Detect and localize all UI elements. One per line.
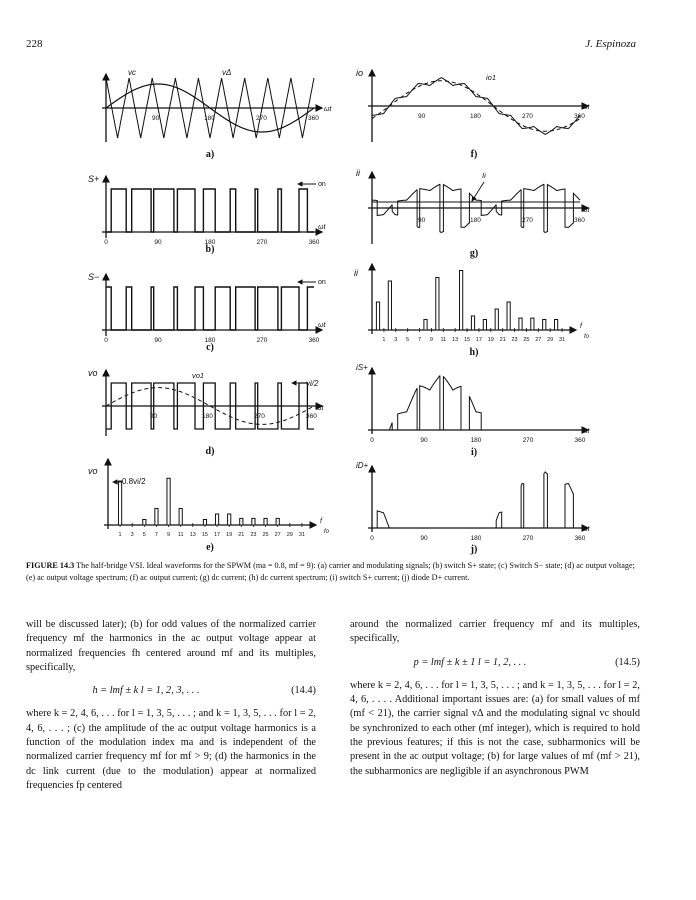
tick-label: 360 [306, 413, 317, 420]
x-axis-label-fo: fo [324, 529, 330, 535]
tick-label: 180 [470, 535, 482, 542]
tick-label: 360 [574, 217, 585, 224]
spectrum-bar [167, 478, 170, 525]
tick-label: 180 [470, 113, 481, 120]
tick-label: 23 [511, 337, 518, 343]
spectrum-bar [555, 320, 558, 331]
paragraph: where k = 2, 4, 6, . . . for l = 1, 3, 5, . . . ; and k = 1, 3, 5, . . . for l = 2, 4, 6, . . . ; (c) the amplitude of the ac output voltage harmonics is a function of the modulation index ma and is independent of the normalized carrier frequency mf for mf > 9; (d) the harmonics in the dc link current (due to the modulation) appear at normalized frequencies fp centered [26, 708, 316, 791]
tick-label: 9 [429, 337, 433, 343]
tick-label: 270 [254, 413, 265, 420]
tick-label: 270 [522, 217, 533, 224]
tick-label: 180 [470, 217, 481, 224]
figure-caption [26, 560, 636, 584]
tick-label: 360 [574, 437, 586, 444]
y-axis-label: iD+ [356, 461, 369, 470]
tick-label: 90 [418, 113, 426, 120]
vdelta-label: vΔ [222, 68, 232, 77]
spectrum-bar [376, 302, 379, 330]
tick-label: 0 [104, 337, 108, 344]
switch-current-line [372, 376, 580, 430]
equation-number: (14.4) [291, 685, 316, 697]
y-axis-label: S− [88, 272, 100, 282]
spectrum-bar [388, 281, 391, 330]
tick-label: 0 [104, 239, 108, 246]
caption-title: FIGURE 14.3 [26, 561, 75, 570]
y-axis-label: ii [354, 268, 358, 278]
spectrum-bar [155, 509, 158, 526]
x-axis-label: ωt [582, 428, 590, 435]
tick-label: 90 [152, 115, 160, 122]
tick-label: 17 [214, 532, 221, 538]
tick-label: 15 [464, 337, 471, 343]
paragraph: where k = 2, 4, 6, . . . for l = 1, 3, 5, . . . ; and k = 1, 3, 5, . . . for l = 2, 4, 6, . . . . Additional important issues are: (a) for small values of mf (mf < 21), the carrier signal vΔ and the modulating signal vc should be synchronized to each other (mf integer), which is required to hold the previous features; if this is not the case, subharmonics will be present in the ac output voltage; (b) for large values of mf (mf > 21), the subharmonics are negligible if an asynchronous PWM [350, 679, 640, 777]
x-axis-label-f: f [580, 323, 582, 330]
tick-label: 270 [256, 337, 268, 344]
tick-label: 5 [406, 337, 410, 343]
tick-label: 21 [238, 532, 245, 538]
right-column [350, 618, 640, 779]
spectrum-bar [531, 318, 534, 330]
y-axis-label: S+ [88, 174, 100, 184]
subfigure-label: b) [205, 244, 215, 255]
tick-label: 3 [130, 532, 134, 538]
y-axis-label: vo [88, 368, 98, 378]
tick-label: 90 [154, 337, 162, 344]
on-label: on [318, 279, 326, 286]
caption-text: The half-bridge VSI. Ideal waveforms for the SPWM (ma = 0.8, mf = 9): (a) carrier and modulating signals; (b) switch S+ state; (c) Switch S− state; (d) ac output voltage; (e) ac output voltage spectrum; (f) ac output current; (g) dc current; (h) dc current spectrum; (i) switch S+ current; (j) diode D+ current. [26, 561, 635, 582]
running-author: J. Espinoza [585, 38, 636, 50]
on-label: on [318, 181, 326, 188]
tick-label: 19 [487, 337, 494, 343]
x-axis-label: ωt [582, 104, 590, 111]
tick-label: 90 [150, 413, 158, 420]
switch-c-state-line [106, 287, 314, 330]
tick-label: 29 [286, 532, 293, 538]
tick-label: 90 [420, 437, 428, 444]
spectrum-bar [276, 518, 279, 525]
equation-body: p = lmf ± k ± 1 l = 1, 2, . . . [413, 656, 527, 668]
tick-label: 360 [308, 115, 319, 122]
tick-label: 9 [167, 532, 171, 538]
spectrum-bar [240, 518, 243, 525]
y-axis-label: io [356, 68, 364, 78]
tick-label: 15 [201, 532, 208, 538]
equation-14-4 [26, 684, 316, 698]
x-axis-label-fo: fo [584, 334, 590, 340]
tick-label: 19 [226, 532, 233, 538]
subfigure-label: g) [469, 248, 479, 259]
tick-label: 17 [475, 337, 482, 343]
switch-b-state-line [106, 189, 314, 232]
equation-14-5 [350, 656, 640, 670]
tick-label: 3 [394, 337, 398, 343]
spectrum-bar [264, 518, 267, 525]
tick-label: 90 [154, 239, 162, 246]
subfigure-label: f) [470, 149, 478, 160]
spectrum-bar [118, 481, 121, 525]
tick-label: 0 [370, 535, 374, 542]
tick-label: 360 [574, 535, 586, 542]
y-axis-label: ii [356, 168, 360, 178]
x-axis-label: ωt [318, 224, 326, 231]
tick-label: 11 [440, 337, 447, 343]
left-column [26, 618, 316, 793]
x-axis-label: ωt [318, 322, 326, 329]
subfigure-label: d) [205, 446, 215, 457]
x-axis-label: ωt [324, 106, 332, 113]
tick-label: 270 [522, 535, 534, 542]
tick-label: 270 [522, 113, 533, 120]
tick-label: 31 [298, 532, 305, 538]
subfigure-label: h) [469, 347, 479, 358]
tick-label: 5 [142, 532, 146, 538]
equation-body: h = lmf ± k l = 1, 2, 3, . . . [92, 685, 200, 697]
spectrum-bar [179, 509, 182, 526]
y-axis-label: iS+ [356, 363, 368, 372]
spectrum-bar [495, 309, 498, 330]
tick-label: 180 [204, 239, 216, 246]
spectrum-bar [215, 514, 218, 525]
tick-label: 27 [274, 532, 281, 538]
paragraph: around the normalized carrier frequency mf and its multiples, specifically, [350, 619, 640, 645]
spectrum-bar [460, 271, 463, 331]
x-axis-label-f: f [320, 518, 322, 525]
tick-label: 1 [118, 532, 122, 538]
spectrum-bar [519, 318, 522, 330]
subfigure-label: j) [470, 544, 478, 555]
tick-label: 270 [522, 437, 534, 444]
spectrum-bar [143, 520, 146, 526]
equation-number: (14.5) [615, 656, 640, 668]
y-axis-label: vo [88, 466, 98, 476]
tick-label: 31 [559, 337, 566, 343]
spectrum-bar [228, 514, 231, 525]
subfigure-label: e) [206, 542, 214, 553]
tick-label: 13 [452, 337, 459, 343]
tick-label: 180 [204, 115, 215, 122]
spectrum-bar [436, 278, 439, 331]
vc-label: vc [128, 68, 136, 77]
peak-label: 0.8vi/2 [122, 477, 146, 486]
tick-label: 90 [418, 217, 426, 224]
tick-label: 270 [256, 115, 267, 122]
diode-current-line [372, 472, 580, 528]
tick-label: 27 [535, 337, 542, 343]
spectrum-bar [543, 320, 546, 331]
tick-label: 21 [499, 337, 506, 343]
tick-label: 90 [420, 535, 428, 542]
subfigure-label: i) [470, 447, 478, 458]
tick-label: 13 [189, 532, 196, 538]
tick-label: 360 [574, 113, 585, 120]
subfigure-label: a) [205, 149, 215, 160]
io1-label: io1 [486, 73, 497, 82]
spectrum-bar [471, 316, 474, 330]
spectrum-bar [507, 302, 510, 330]
tick-label: 23 [250, 532, 257, 538]
spectrum-bar [252, 518, 255, 525]
tick-label: 0 [370, 437, 374, 444]
tick-label: 29 [547, 337, 554, 343]
spectrum-bar [424, 320, 427, 331]
spectrum-bar [483, 320, 486, 331]
tick-label: 25 [262, 532, 269, 538]
Ii-label: Ii [482, 171, 486, 180]
page-number: 228 [26, 38, 43, 50]
spectrum-bar [203, 520, 206, 526]
tick-label: 7 [418, 337, 422, 343]
paragraph: will be discussed later); (b) for odd values of the normalized carrier frequency mf the harmonics in the ac output voltage appear at normalized frequencies fh centered around mf and its multiples, specifically, [26, 619, 316, 673]
tick-label: 270 [256, 239, 268, 246]
tick-label: 25 [523, 337, 530, 343]
x-axis-label: ωt [582, 207, 590, 214]
tick-label: 180 [470, 437, 482, 444]
Ii-arrow [472, 182, 484, 201]
tick-label: 180 [204, 337, 216, 344]
tick-label: 1 [382, 337, 386, 343]
tick-label: 11 [177, 532, 184, 538]
tick-label: 360 [308, 239, 320, 246]
vi-half-label: vi/2 [306, 379, 319, 388]
vo1-label: vo1 [192, 371, 205, 380]
tick-label: 180 [202, 413, 213, 420]
tick-label: 7 [154, 532, 158, 538]
x-axis-label: ωt [582, 526, 590, 533]
x-axis-label: ωt [316, 405, 324, 412]
subfigure-label: c) [206, 342, 214, 353]
tick-label: 360 [308, 337, 320, 344]
